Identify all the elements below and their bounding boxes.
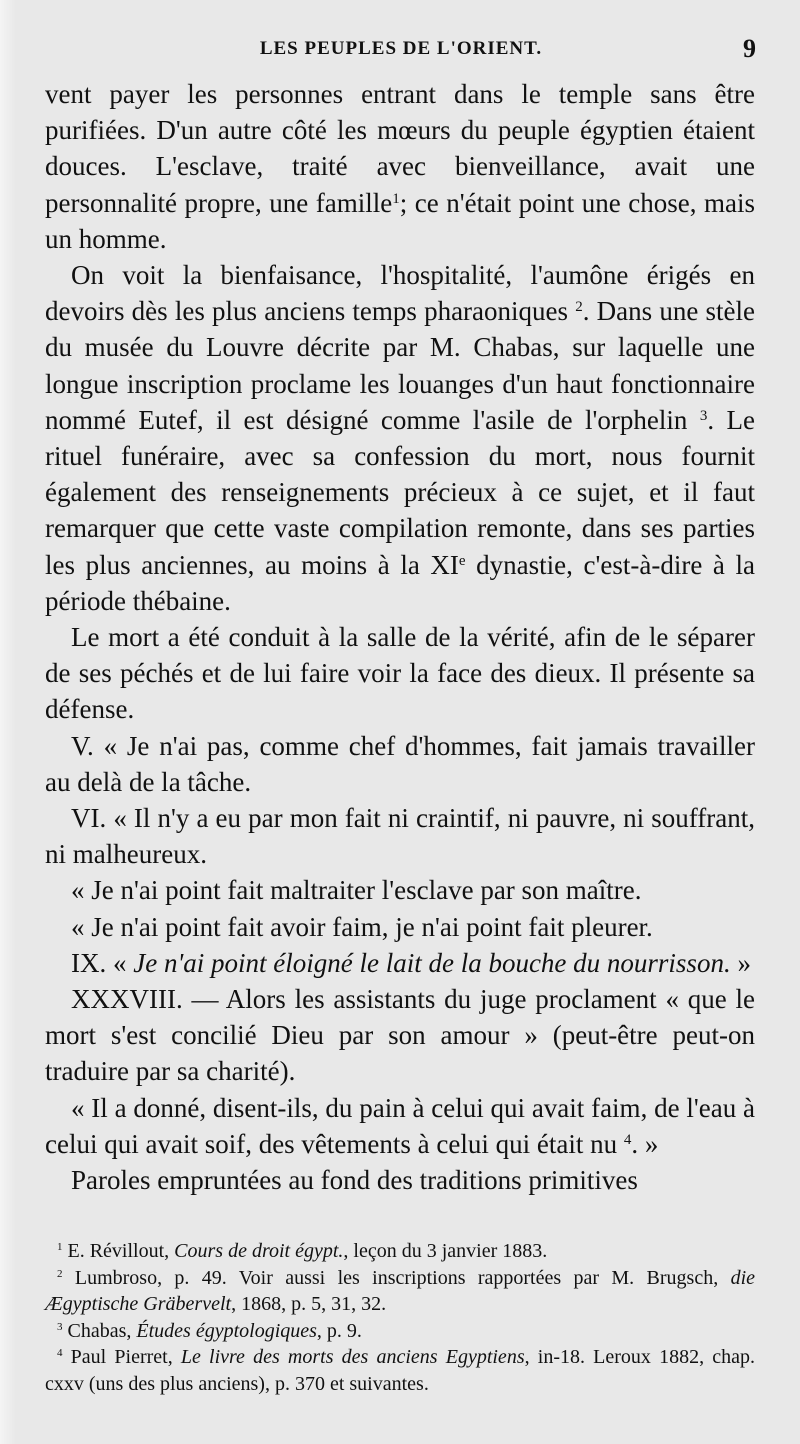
page-header (46, 34, 756, 68)
footnote-text: , leçon du 3 janvier 1883. (343, 1240, 548, 1262)
footnote-title: die Ægyptische Gräbervelt (45, 1266, 755, 1315)
footnote-ref-2: 2 (575, 299, 583, 316)
footnote-title: Études égyptologiques (136, 1319, 317, 1342)
paragraph-1 (45, 76, 755, 257)
paragraph-10-text: « Il a donné, disent-ils, du pain à celui qui avait faim, de l'eau à celui qui avait soif, des vêtements à celui qui était nu (45, 1092, 755, 1159)
paragraph-2-text-b: . Dans une stèle du musée du Louvre décrite par M. Chabas, sur laquelle une longue inscription proclame les louanges d'un haut fonctionnaire nommé Eutef, il est désigné comme l'asile de l'orphelin (45, 296, 756, 435)
footnote-mark: 4 (57, 1347, 63, 1359)
paragraph-10 (45, 1090, 755, 1162)
paragraph-5: VI. « Il n'y a eu par mon fait ni craintif, ni pauvre, ni souffrant, ni malheureux. (45, 803, 755, 870)
footnote-4 (45, 1344, 755, 1397)
footnotes (45, 1238, 755, 1397)
ordinal-superscript: e (458, 552, 466, 569)
paragraph-2-text-a: On voit la bienfaisance, l'hospitalité, l'aumône érigés en devoirs dès les plus anciens temps pharaoniques (45, 260, 755, 327)
footnote-ref-3: 3 (699, 407, 708, 424)
running-head: LES PEUPLES DE L'ORIENT. (259, 38, 543, 59)
paragraph-1-text: vent payer les personnes entrant dans le temple sans être purifiées. D'un autre côté les mœurs du peuple égyptien étaient douces. L'esclave, traité avec bienveillance, avait une personnalité propre, une famille (45, 79, 755, 218)
paragraph-8-lead: IX. « (71, 947, 134, 978)
footnote-mark: 1 (57, 1241, 63, 1253)
paragraph-2-text-c: . Le rituel funéraire, avec sa confession du mort, nous fournit également des renseignements précieux à ce sujet, et il faut remarquer que cette vaste compilation remonte, dans ses parties les plus anciennes, au moins à la XI (45, 404, 755, 580)
paragraph-2-text-d: dynastie, c'est-à-dire à la période thébaine. (45, 549, 755, 616)
paragraph-10-end: . » (631, 1128, 659, 1159)
footnote-title: Cours de droit égypt. (174, 1240, 344, 1262)
footnote-mark: 2 (57, 1267, 63, 1280)
paragraph-8-quote: Je n'ai point éloigné le lait de la bouche du nourrisson. (133, 947, 731, 978)
footnote-3 (45, 1318, 755, 1345)
footnote-ref-1: 1 (392, 190, 400, 207)
paragraph-2 (45, 257, 755, 619)
footnote-1 (45, 1238, 755, 1265)
paragraph-1-end: ; ce n'était point une chose, mais un homme. (45, 187, 756, 254)
footnote-text: Lumbroso, p. 49. Voir aussi les inscriptions rapportées par M. Brugsch, (62, 1266, 731, 1289)
paragraph-11: Paroles empruntées au fond des traditions primitives (71, 1165, 638, 1196)
footnote-text: , in-18. Leroux 1882, chap. cxxv (uns des plus anciens), p. 370 et suivantes. (45, 1346, 755, 1395)
footnote-mark: 3 (57, 1320, 63, 1333)
footnote-ref-4: 4 (623, 1131, 632, 1148)
footnote-text: E. Révillout, (62, 1240, 175, 1262)
paragraph-3: Le mort a été conduit à la salle de la vérité, afin de le séparer de ses péchés et de lui faire voir la face des dieux. Il présente sa défense. (45, 622, 755, 725)
paragraph-8 (45, 945, 755, 981)
paragraph-4: V. « Je n'ai pas, comme chef d'hommes, fait jamais travailler au delà de la tâche. (45, 730, 755, 797)
paragraph-6: « Je n'ai point fait maltraiter l'esclave par son maître. (71, 875, 642, 906)
footnote-text: Chabas, (62, 1319, 137, 1342)
paragraph-9: XXXVIII. — Alors les assistants du juge proclament « que le mort s'est concilié Dieu par son amour » (peut-être peut-on traduire par sa charité). (45, 984, 755, 1087)
main-text (45, 76, 755, 1198)
footnote-title: Le livre des morts des anciens Egyptiens (180, 1346, 525, 1368)
footnote-text: , 1868, p. 5, 31, 32. (231, 1293, 387, 1315)
paragraph-7: « Je n'ai point fait avoir faim, je n'ai point fait pleurer. (71, 911, 653, 942)
page-number: 9 (743, 34, 756, 63)
footnote-text: , p. 9. (316, 1319, 362, 1342)
footnote-text: Paul Pierret, (62, 1346, 181, 1368)
paragraph-8-end: » (730, 947, 751, 978)
footnote-2 (45, 1265, 755, 1318)
